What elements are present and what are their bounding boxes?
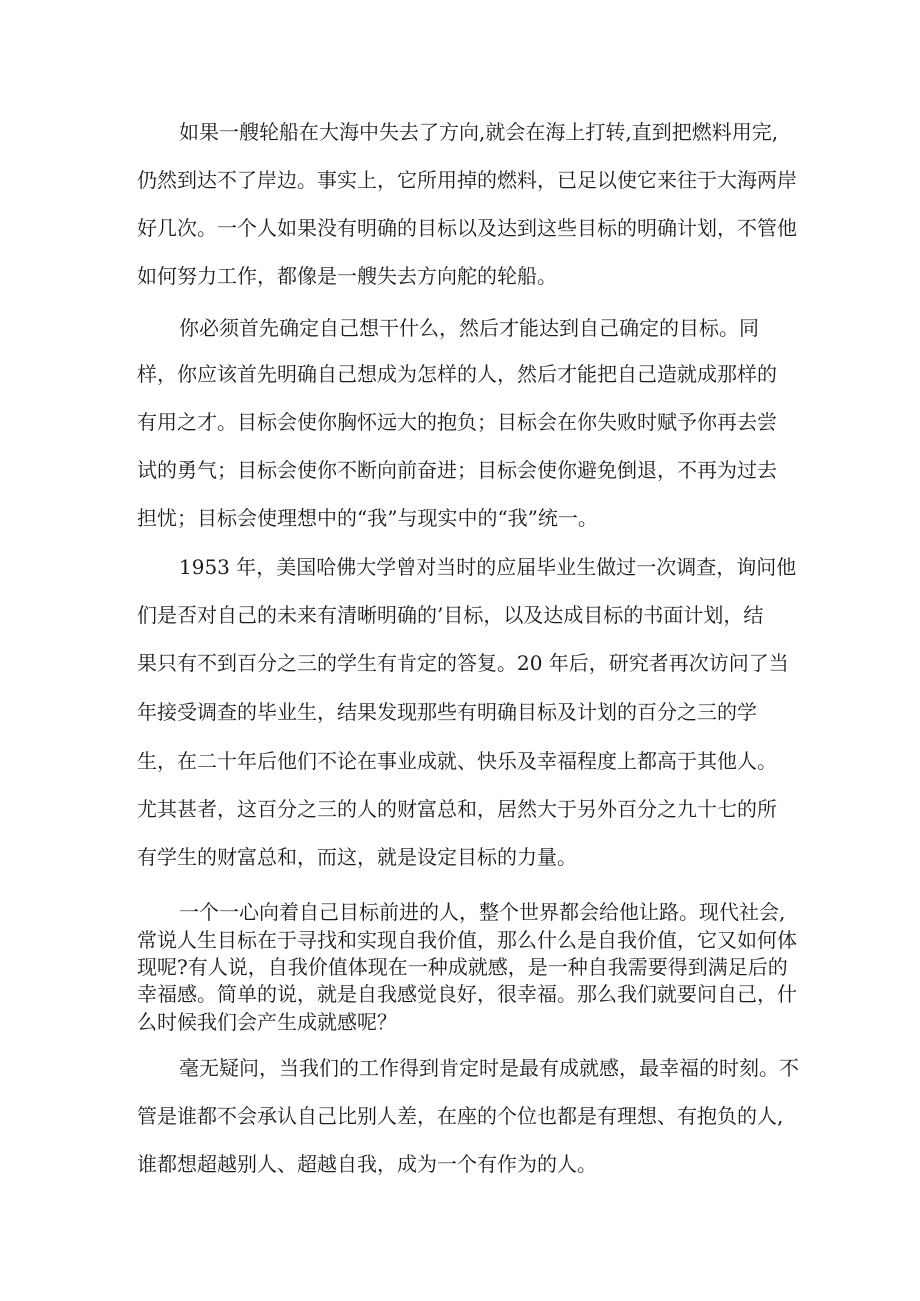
- paragraph-4-line-1: 一个一心向着自己目标前进的人，整个世界都会给他让路。现代社会,: [179, 900, 786, 924]
- paragraph-3-line-1: 1953 年，美国哈佛大学曾对当时的应届毕业生做过一次调查，询问他: [179, 555, 797, 579]
- paragraph-4-line-2: 常说人生目标在于寻找和实现自我价值，那么什么是自我价值，它又如何体: [137, 928, 797, 952]
- paragraph-2-line-5: 担忧；目标会使理想中的“我”与现实中的“我”统一。: [137, 506, 598, 530]
- paragraph-4-line-4: 幸福感。简单的说，就是自我感觉良好，很幸福。那么我们就要问自己，什: [137, 982, 797, 1006]
- paragraph-3-line-7: 有学生的财富总和，而这，就是设定目标的力量。: [137, 845, 577, 869]
- paragraph-3-line-4: 年接受调查的毕业生，结果发现那些有明确目标及计划的百分之三的学: [137, 700, 757, 724]
- paragraph-1-line-2: 仍然到达不了岸边。事实上，它所用掉的燃料，已足以使它来往于大海两岸: [137, 168, 797, 192]
- paragraph-4-line-3: 现呢?有人说，自我价值体现在一种成就感，是一种自我需要得到满足后的: [137, 955, 788, 979]
- paragraph-1-line-1: 如果一艘轮船在大海中失去了方向,就会在海上打转,直到把燃料用完,: [179, 120, 779, 144]
- paragraph-2-line-2: 样，你应该首先明确自己想成为怎样的人，然后才能把自己造就成那样的: [137, 362, 777, 386]
- paragraph-5-line-2: 管是谁都不会承认自己比别人差，在座的个位也都是有理想、有抱负的人,: [137, 1104, 784, 1128]
- paragraph-2-line-1: 你必须首先确定自己想干什么，然后才能达到自己确定的目标。同: [179, 316, 759, 340]
- paragraph-2-line-3: 有用之才。目标会使你胸怀远大的抱负；目标会在你失败时赋予你再去尝: [137, 410, 777, 434]
- paragraph-5-line-3: 谁都想超越别人、超越自我，成为一个有作为的人。: [137, 1152, 597, 1176]
- paragraph-1-line-4: 如何努力工作，都像是一艘失去方向舵的轮船。: [137, 264, 557, 288]
- paragraph-3-line-2: 们是否对自己的未来有清晰明确的’目标，以及达成目标的书面计划，结: [137, 603, 764, 627]
- paragraph-1-line-3: 好几次。一个人如果没有明确的目标以及达到这些目标的明确计划，不管他: [137, 216, 797, 240]
- paragraph-3-line-3: 果只有不到百分之三的学生有肯定的答复。20 年后，研究者再次访问了当: [137, 651, 789, 675]
- paragraph-3-line-5: 生，在二十年后他们不论在事业成就、快乐及幸福程度上都高于其他人。: [137, 749, 777, 773]
- paragraph-2-line-4: 试的勇气；目标会使你不断向前奋进；目标会使你避免倒退，不再为过去: [137, 458, 777, 482]
- paragraph-5-line-1: 毫无疑问，当我们的工作得到肯定时是最有成就感，最幸福的时刻。不: [179, 1056, 799, 1080]
- paragraph-3-line-6: 尤其甚者，这百分之三的人的财富总和，居然大于另外百分之九十七的所: [137, 797, 777, 821]
- paragraph-4-line-5: 么时候我们会产生成就感呢？: [137, 1010, 397, 1034]
